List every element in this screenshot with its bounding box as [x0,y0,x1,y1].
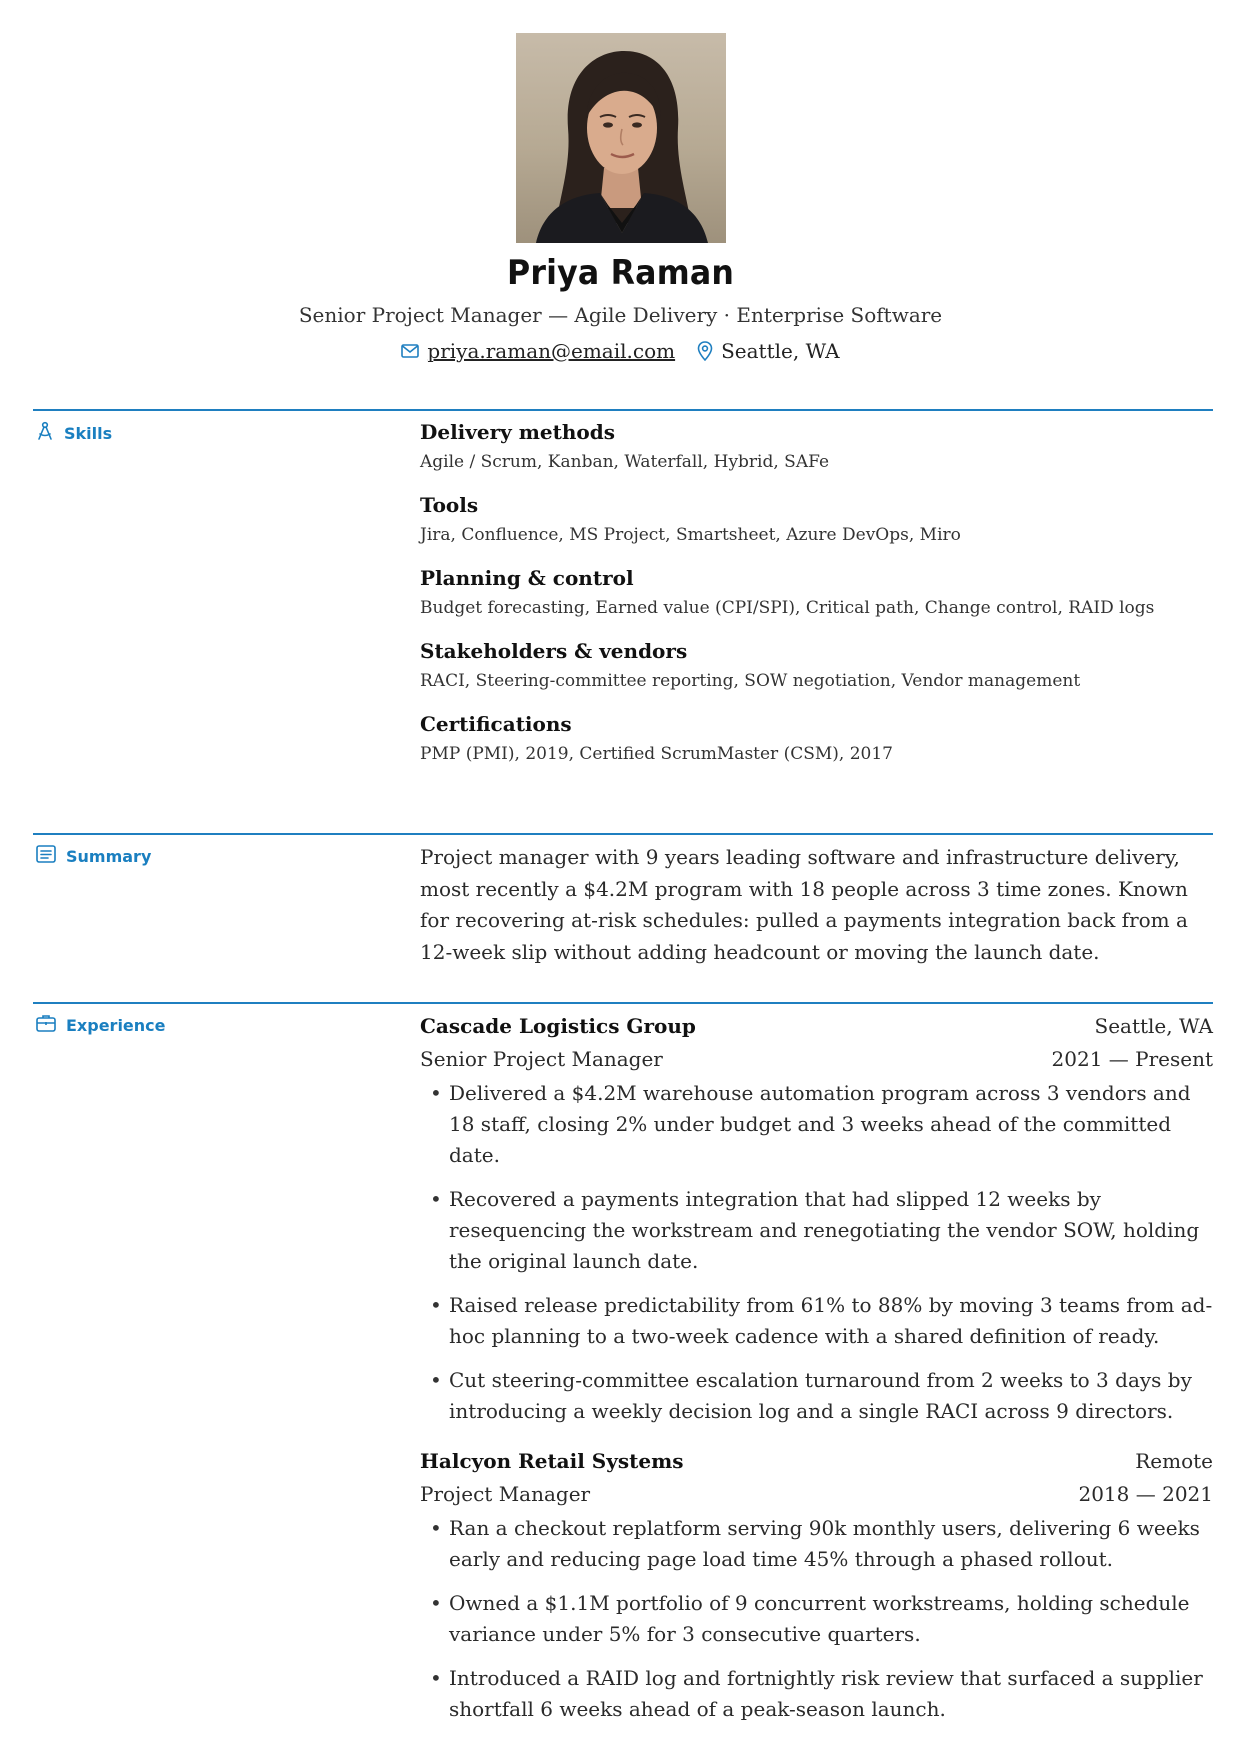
skill-group-title: Certifications [420,712,572,736]
document-lines-icon [36,845,56,867]
skills-heading [36,421,112,445]
list-item: • Recovered a payments integration that had slipped 12 weeks by resequencing the workstream and renegotiating the vendor SOW, holding the original launch date. [420,1184,1213,1277]
summary-content [420,842,1213,968]
job-bullets [420,1078,1213,1427]
job-header-row [420,1445,1213,1478]
location-text: Seattle, WA [721,339,840,363]
job-company: Cascade Logistics Group [420,1014,696,1038]
skill-group [420,710,1213,768]
list-item: • Ran a checkout replatform serving 90k monthly users, delivering 6 weeks early and reducing page load time 45% through a phased rollout. [420,1513,1213,1575]
job-dates: 2021 — Present [1051,1047,1213,1071]
skill-group [420,418,1213,476]
profile-photo [516,33,726,243]
contact-row [0,339,1241,363]
job-entry [420,1010,1213,1427]
experience-label: Experience [66,1015,166,1035]
experience-content [420,1010,1213,1743]
job-location: Remote [1135,1449,1213,1473]
job-header-row [420,1010,1213,1043]
contact-email[interactable] [401,339,675,363]
job-location: Seattle, WA [1094,1014,1213,1038]
list-item: • Raised release predictability from 61% to 88% by moving 3 teams from ad-hoc planning to a two-week cadence with a shared definition of ready. [420,1290,1213,1352]
contact-location [697,339,840,363]
job-title: Senior Project Manager [420,1047,663,1071]
resume-header [0,0,1241,363]
job-title-row [420,1478,1213,1511]
job-entry [420,1445,1213,1725]
skills-label: Skills [64,423,113,443]
experience-section [33,1002,1213,1744]
job-bullets [420,1513,1213,1725]
job-company: Halcyon Retail Systems [420,1449,684,1473]
list-item: • Cut steering-committee escalation turnaround from 2 weeks to 3 days by introducing a weekly decision log and a single RACI across 9 directors. [420,1365,1213,1427]
skills-content [420,418,1213,783]
list-item: • Owned a $1.1M portfolio of 9 concurrent workstreams, holding schedule variance under 5% for 3 consecutive quarters. [420,1588,1213,1650]
job-title-row [420,1043,1213,1076]
skill-group [420,491,1213,549]
envelope-icon [401,344,419,358]
compass-icon [36,421,54,445]
summary-text: Project manager with 9 years leading software and infrastructure delivery, most recently a $4.2M program with 18 people across 3 time zones. Known for recovering at-risk schedules: pulled a payments integration back from a 12-week slip without adding headcount or moving the launch date. [420,845,1188,964]
skill-group-items: Jira, Confluence, MS Project, Smartsheet, Azure DevOps, Miro [420,525,961,545]
candidate-headline: Senior Project Manager — Agile Delivery · Enterprise Software [298,303,943,327]
map-pin-icon [697,341,713,361]
skill-group-title: Tools [420,493,479,517]
skill-group [420,637,1213,695]
list-item: • Delivered a $4.2M warehouse automation program across 3 vendors and 18 staff, closing 2% under budget and 3 weeks ahead of the committed date. [420,1078,1213,1171]
summary-heading [36,845,151,867]
briefcase-icon [36,1014,56,1036]
candidate-name: Priya Raman [506,253,735,293]
skill-group [420,564,1213,622]
list-item: • Introduced a RAID log and fortnightly risk review that surfaced a supplier shortfall 6 weeks ahead of a peak-season launch. [420,1663,1213,1725]
skill-group-items: Agile / Scrum, Kanban, Waterfall, Hybrid, SAFe [420,452,830,472]
email-link[interactable]: priya.raman@email.com [427,339,676,363]
skill-group-items: RACI, Steering-committee reporting, SOW negotiation, Vendor management [420,671,1081,691]
experience-heading [36,1014,166,1036]
summary-section [33,833,1213,995]
job-title: Project Manager [420,1482,591,1506]
skill-group-title: Planning & control [420,566,634,590]
skills-section [33,409,1213,831]
skill-group-title: Stakeholders & vendors [420,639,688,663]
skill-group-title: Delivery methods [420,420,615,444]
skill-group-items: PMP (PMI), 2019, Certified ScrumMaster (CSM), 2017 [420,744,893,764]
job-dates: 2018 — 2021 [1078,1482,1213,1506]
skill-group-items: Budget forecasting, Earned value (CPI/SPI), Critical path, Change control, RAID logs [420,598,1155,618]
summary-label: Summary [66,846,152,866]
